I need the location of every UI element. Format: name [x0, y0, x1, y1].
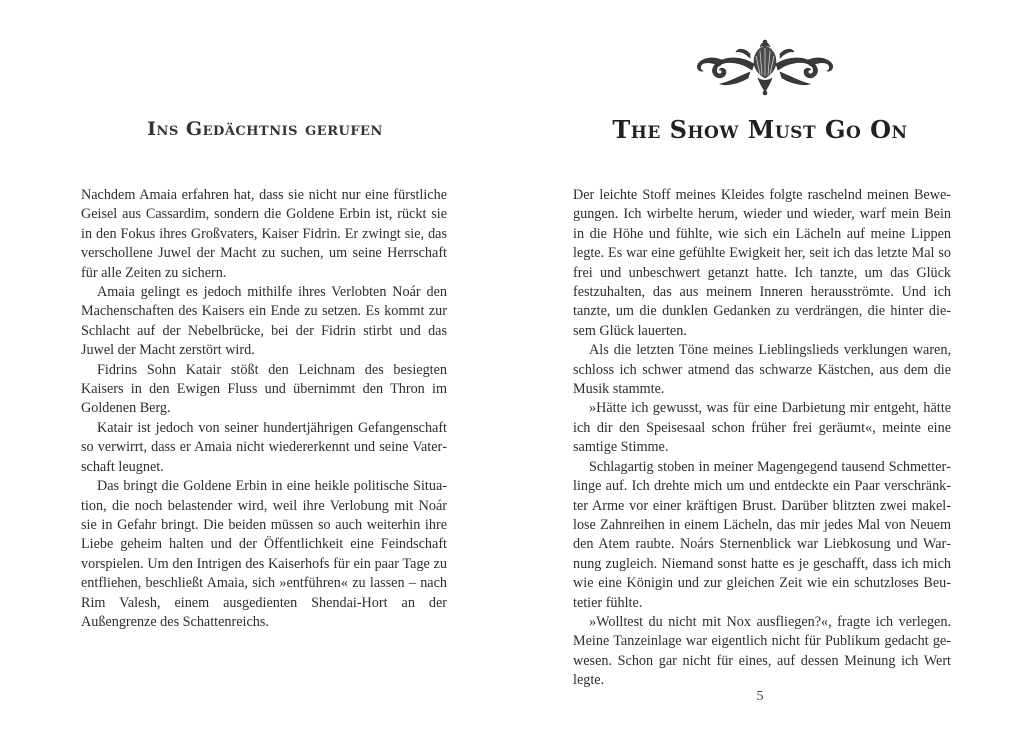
paragraph: Amaia gelingt es jedoch mithilfe ihres Verlobten Noár den Machenschaften des Kaisers ein Ende zu setzen. Es kommt zur Schlacht auf der Nebelbrücke, bei der Fidrin stirbt und das Juwel der Macht zerstört wird. [81, 284, 447, 359]
paragraph: »Hätte ich gewusst, was für eine Darbietung mir entgeht, hätte ich dir den Speisesaal schon früher frei geräumt«, meinte eine samtige Stimme. [573, 400, 951, 456]
page-number: 5 [756, 689, 764, 704]
body-text [81, 186, 447, 632]
paragraph: Nachdem Amaia erfahren hat, dass sie nicht nur eine fürstliche Geisel aus Cassardim, sondern die Goldene Erbin ist, rückt sie in den Fokus ihres Großvaters, Kaiser Fidrin. Er zwingt sie, das verschollene Juwel der Macht zu suchen, um seine Herrschaft für alle Zeiten zu sichern. [81, 187, 447, 281]
paragraph: »Wolltest du nicht mit Nox ausfliegen?«, fragte ich verlegen. Meine Tanzeinlage war eigentlich nicht für Publikum gedacht gewesen. Schon gar nicht für eines, auf dessen Meinung ich Wert legte. [573, 613, 951, 689]
paragraph: Fidrins Sohn Katair stößt den Leichnam des besiegten Kaisers in den Ewigen Fluss und übernimmt den Thron im Goldenen Berg. [81, 361, 447, 417]
paragraph: Der leichte Stoff meines Kleides folgte raschelnd meinen Bewegungen. Ich wirbelte herum, wieder und wieder, warf mein Bein in die Höhe und fühlte, wie sich ein Lächeln auf meine Lippen legte. Es war eine gefühlte Ewigkeit her, seit ich das letzte Mal so frei und unbeschwert getanzt hatte. Ich tanzte, um das Glück festzuhalten, das aus meinem Inneren herausströmte. Und ich tanzte, um die dunklen Gedanken zu verdrängen, die hinter diesem Glück lauerten. [573, 187, 951, 339]
chapter-title: Ins Gedächtnis gerufen [147, 118, 383, 140]
right-page [510, 0, 1020, 756]
body-text [573, 186, 951, 691]
paragraph: Katair ist jedoch von seiner hundertjährigen Gefangenschaft so verwirrt, dass er Amaia nicht wiedererkennt und seine Vaterschaft leugnet. [81, 419, 447, 475]
paragraph: Als die letzten Töne meines Lieblingslieds verklungen waren, schloss ich schwer atmend das schwarze Kästchen, aus dem die Musik stammte. [573, 342, 951, 398]
paragraph: Das bringt die Goldene Erbin in eine heikle politische Situation, die noch belastender wird, weil ihre Verlobung mit Noár sie in Gefahr bringt. Die beiden müssen so auch weiterhin ihre Liebe geheim halten und der Öffentlichkeit eine Feindschaft vorspielen. Um den Intrigen des Kaiserhofs für ein paar Tage zu entfliehen, beschließt Amaia, sich »entführen« zu lassen – nach Rim Valesh, einem ausgedienten Shendai-Hort an der Außengrenze des Schattenreichs. [81, 478, 447, 630]
baroque-flourish-ornament-icon [690, 38, 840, 96]
paragraph: Schlagartig stoben in meiner Magengegend tausend Schmetterlinge auf. Ich drehte mich um und entdeckte ein Paar verschränkter Arme vor einer kräftigen Brust. Darüber blitzten zwei makellose Zahnreihen in einem Lächeln, das mir jedes Mal von Neuem den Atem raubte. Noárs Sternenblick war Liebkosung und Warnung zugleich. Niemand sonst hatte es je geschafft, dass ich mich wie eine Königin und zur gleichen Zeit wie ein schutzloses Beutetier fühlte. [573, 458, 951, 611]
chapter-title: The Show Must Go On [612, 115, 908, 144]
